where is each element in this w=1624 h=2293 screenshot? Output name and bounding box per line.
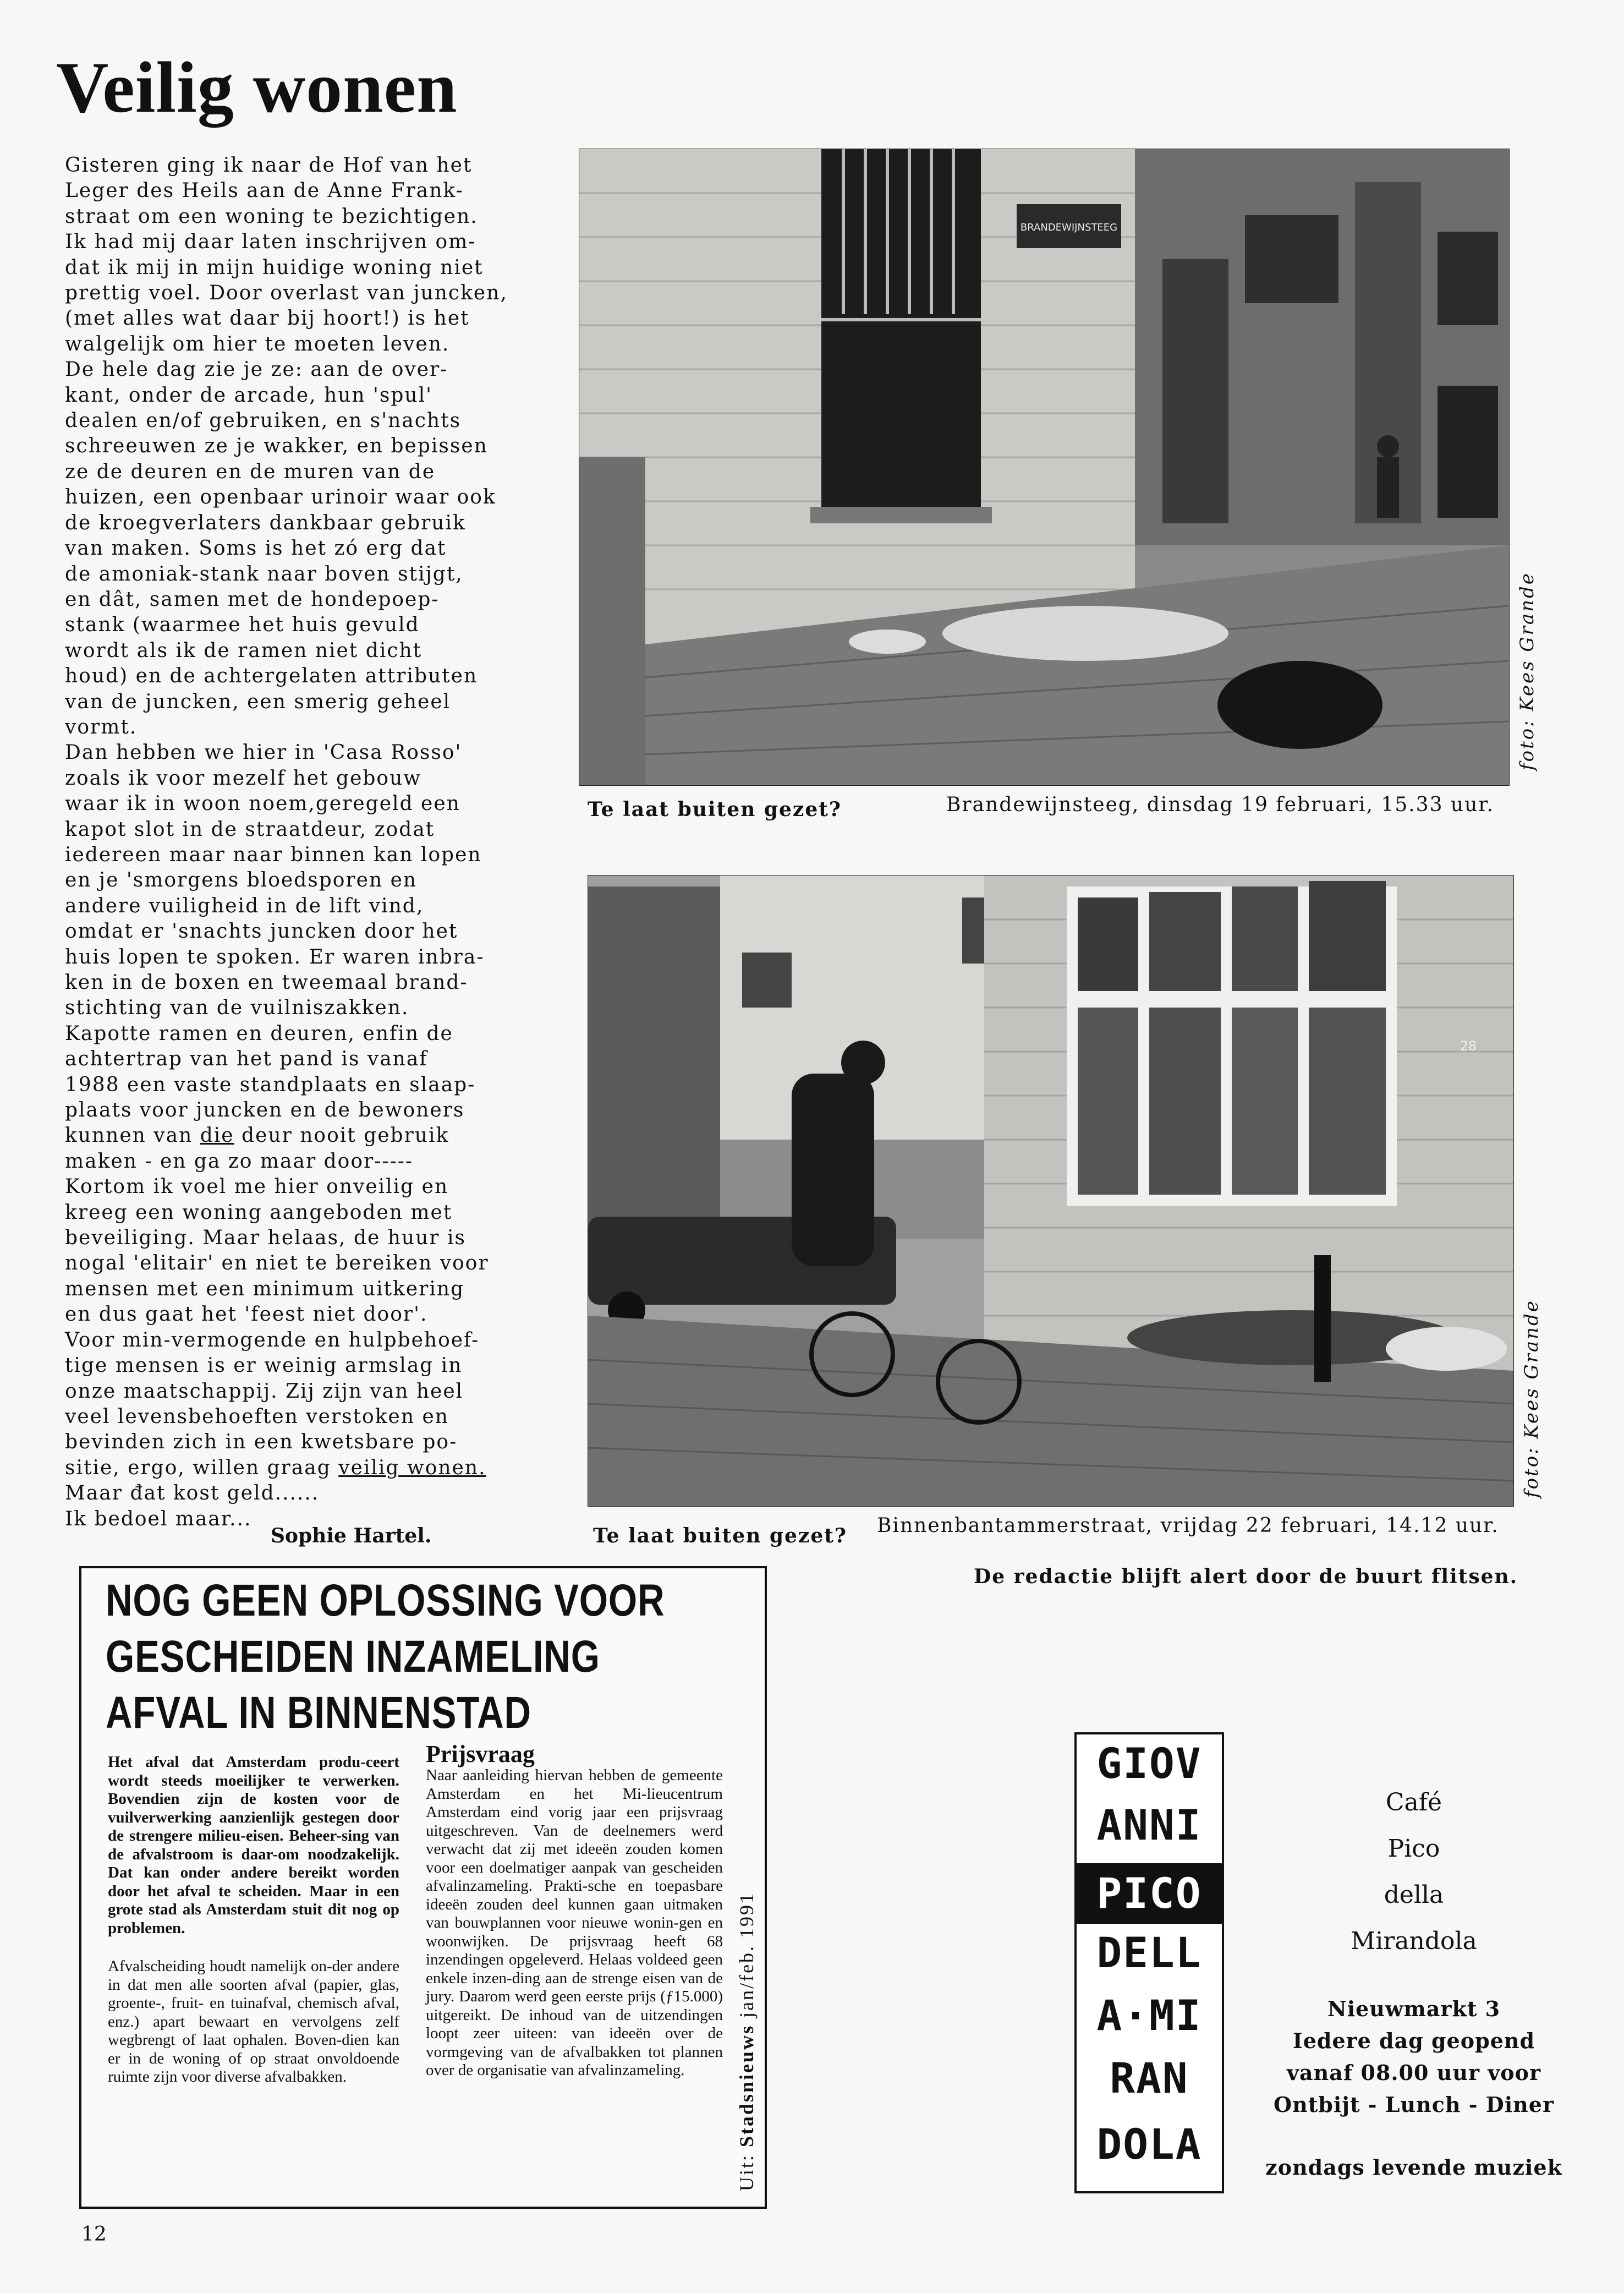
- cafe-name-line-3: della: [1384, 1881, 1444, 1909]
- clipping-source-name: Stadsnieuws: [736, 2024, 758, 2147]
- clipping-right-column: [426, 1742, 723, 2080]
- photo-brandewijnsteeg: [579, 149, 1510, 786]
- logo-line-4: DELL: [1096, 1928, 1202, 1977]
- cafe-name-line-4: Mirandola: [1351, 1927, 1477, 1955]
- cafe-name-line-2: Pico: [1387, 1835, 1440, 1863]
- clipping-lead: Het afval dat Amsterdam produ-ceert wordt steeds moeilijker te verwerken. Bovendien zijn de kosten voor de vuilverwerking aanzienlijk gestegen door de strengere milieu-eisen. Beheer-sing van de afvalstroom is daar-om noodzakelijk. Dat kan onder andere bereikt worden door het afval te scheiden. Maar in een grote stad als Amsterdam stuit dit nog op problemen.: [108, 1753, 399, 1937]
- logo-line-5: A·MI: [1096, 1991, 1202, 2040]
- cafe-meals: Ontbijt - Lunch - Diner: [1273, 2092, 1554, 2117]
- cafe-address: Nieuwmarkt 3: [1327, 1996, 1501, 2021]
- clipping-body-left: Afvalscheiding houdt namelijk on-der andere in dat men alle soorten afval (papier, glas, groente-, fruit- en tuinafval, chemisch afval, enz.) apart bewaart en vervolgens zelf wegbrengt of laat ophalen. Boven-dien kan er in de woning of op straat onvoldoende ruimte zijn voor diverse afvalbakken.: [108, 1957, 399, 2086]
- house-number: 28: [1460, 1038, 1477, 1054]
- cafe-logo: [1074, 1732, 1224, 2193]
- photo-binnenbantammerstraat-illustration: [588, 875, 1513, 1506]
- logo-line-7: DOLA: [1096, 2120, 1202, 2169]
- photo2-caption-label: Te laat buiten gezet?: [593, 1524, 847, 1547]
- photo-binnenbantammerstraat: [588, 875, 1514, 1507]
- logo-line-1: GIOV: [1096, 1739, 1202, 1788]
- article-body: [65, 153, 527, 1532]
- cafe-name-line-1: Café: [1385, 1788, 1442, 1816]
- article-title: Veilig wonen: [56, 47, 458, 128]
- photo1-credit: foto: Kees Grande: [1516, 572, 1538, 770]
- page-number: 12: [81, 2223, 107, 2246]
- photo1-caption-place: Brandewijnsteeg, dinsdag 19 februari, 15.33 uur.: [946, 793, 1494, 816]
- article-underline-die: die: [200, 1124, 234, 1147]
- logo-line-3: PICO: [1077, 1863, 1222, 1924]
- photo1-caption-label: Te laat buiten gezet?: [588, 798, 842, 821]
- article-text-3: Maar đat kost geld...... Ik bedoel maar...: [65, 1482, 320, 1530]
- editor-note: De redactie blijft alert door de buurt flitsen.: [974, 1565, 1518, 1588]
- clipping-left-column: [108, 1753, 399, 2087]
- photo2-caption: [593, 1524, 847, 1547]
- logo-line-6: RAN: [1110, 2054, 1189, 2103]
- cafe-from: vanaf 08.00 uur voor: [1286, 2060, 1541, 2085]
- article-signature: Sophie Hartel.: [271, 1524, 432, 1547]
- photo2-credit: foto: Kees Grande: [1521, 1299, 1543, 1498]
- article-text-2: deur nooit gebruik maken - en ga zo maar door----- Kortom ik voel me hier onveilig en kreeg een woning aangeboden met beveiliging. Maar helaas, de huur is nogal 'elitair' en niet te bereiken voor mensen met een minimum uitkering en dus gaat het 'feest niet door'. Voor min-vermogende en hulpbehoef- tige mensen is er weinig armslag in onze maatschappij. Zij zijn van heel veel levensbehoeften verstoken en bevinden zich in een kwetsbare po- sitie, ergo, willen graag: [65, 1124, 489, 1479]
- newspaper-clipping: [79, 1566, 767, 2209]
- article-text-1: Gisteren ging ik naar de Hof van het Leger des Heils aan de Anne Frank- straat om een woning te bezichtigen. Ik had mij daar laten inschrijven om- dat ik mij in mijn huidige woning niet prettig voel. Door overlast van juncken, (met alles wat daar bij hoort!) is het walgelijk om hier te moeten leven. De hele dag zie je ze: aan de over- kant, onder de arcade, hun 'spul' dealen en/of gebruiken, en s'nachts schreeuwen ze je wakker, en bepissen ze de deuren en de muren van de huizen, een openbaar urinoir waar ook de kroegverlaters dankbaar gebruik van maken. Soms is het zó erg dat de amoniak-stank naar boven stijgt, en dât, samen met de hondepoep- stank (waarmee het huis gevuld wordt als ik de ramen niet dicht houd) en de achtergelaten attributen van de juncken, een smerig geheel vormt. Dan hebben we hier in 'Casa Rosso' zoals ik voor mezelf het gebouw waar ik in woon noem,geregeld een kapot slot in de straatdeur, zodat iedereen maar naar binnen kan lopen en je 'smorgens bloedsporen en andere vuiligheid in de lift vind, omdat er 'snachts juncken door het huis lopen te spoken. Er waren inbra- ken in de boxen en tweemaal brand- stichting van de vuilniszakken. Kapotte ramen en deuren, enfin de achtertrap van het pand is vanaf 1988 een vaste standplaats en slaap- plaats voor juncken en de bewoners kunnen van: [65, 154, 508, 1147]
- cafe-open: Iedere dag geopend: [1292, 2028, 1535, 2053]
- article-underline-veilig-wonen: veilig wonen.: [338, 1456, 486, 1479]
- photo1-caption: [588, 798, 842, 821]
- clipping-source-date: jan/feb. 1991: [736, 1891, 758, 2024]
- cafe-music: zondags levende muziek: [1265, 2155, 1562, 2180]
- logo-line-2: ANNI: [1096, 1801, 1202, 1849]
- clipping-subhead: Prijsvraag: [426, 1741, 535, 1767]
- clipping-body-right: Naar aanleiding hiervan hebben de gemeente Amsterdam en het Mi-lieucentrum Amsterdam eind vorig jaar een prijsvraag uitgeschreven. Van de deelnemers werd verwacht dat zij met ideeën zouden komen voor een doelmatiger aanpak van gescheiden afvalinzameling. Prakti-sche en toepasbare ideeën zouden deel kunnen gaan uitmaken van bouwplannen voor nieuwe wonin-gen en woonwijken. De prijsvraag heeft 68 inzendingen opgeleverd. Helaas voldeed geen enkele inzen-ding aan de strenge eisen van de jury. Daarom werd geen eerste prijs (ƒ15.000) uitgereikt. De inhoud van de uitzendingen loopt zeer uiteen: van ideeën over de vormgeving van de afvalbakken tot plannen over de organisatie van afvalinzameling.: [426, 1766, 723, 2079]
- clipping-source: [735, 1892, 758, 2191]
- clipping-headline: NOG GEEN OPLOSSING VOOR GESCHEIDEN INZAMELING AFVAL IN BINNENSTAD: [106, 1575, 665, 1738]
- clipping-source-prefix: Uit:: [736, 2147, 758, 2191]
- photo-brandewijnsteeg-illustration: [579, 149, 1509, 785]
- street-sign-text: BRANDEWIJNSTEEG: [1020, 222, 1118, 233]
- photo2-caption-place: Binnenbantammerstraat, vrijdag 22 februari, 14.12 uur.: [877, 1514, 1499, 1537]
